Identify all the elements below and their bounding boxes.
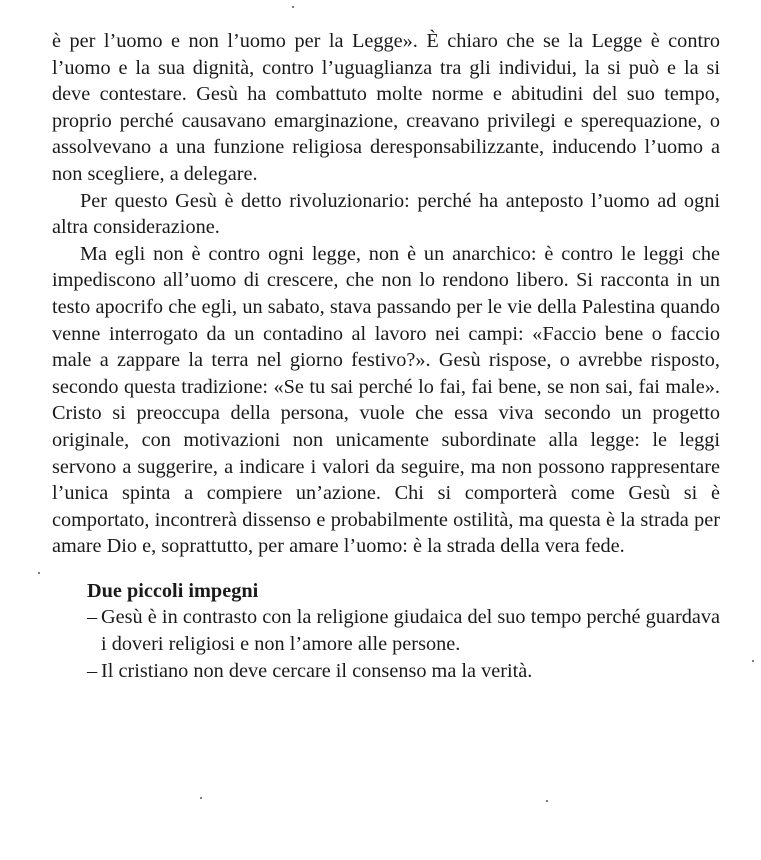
list-item	[87, 658, 720, 685]
list-item-text: Gesù è in contrasto con la religione giudaica del suo tempo perché guardava i doveri religiosi e non l’amore alle persone.	[101, 606, 720, 656]
section-title: Due piccoli impegni	[87, 579, 259, 602]
paragraph-1: è per l’uomo e non l’uomo per la Legge». È chiaro che se la Legge è contro l’uomo e la sua dignità, contro l’uguaglianza tra gli individui, la si può e la si deve contestare. Gesù ha combattuto molte norme e abitudini del suo tempo, proprio perché causavano emarginazione, creavano privilegi e sperequazione, o assolvevano a una funzione religiosa deresponsabilizzante, inducendo l’uomo a non scegliere, a delegare.	[52, 30, 720, 185]
paragraph-3: Ma egli non è contro ogni legge, non è un anarchico: è contro le leggi che impediscono all’uomo di crescere, che non lo rendono libero. Si racconta in un testo apocrifo che egli, un sabato, stava passando per le vie della Palestina quando venne interrogato da un contadino al lavoro nei campi: «Faccio bene o faccio male a zappare la terra nel giorno festivo?». Gesù rispose, o avrebbe risposto, secondo questa tradizione: «Se tu sai perché lo fai, fai bene, se non sai, fai male». Cristo si preoccupa della persona, vuole che essa viva secondo un progetto originale, con motivazioni non unicamente subordinate alla legge: le leggi servono a suggerire, a indicare i valori da seguire, ma non possono rappresentare l’unica spinta a compiere un’azione. Chi si comporterà come Gesù si è comportato, incontrerà dissenso e probabilmente ostilità, ma questa è la strada per amare Dio e, soprattutto, per amare l’uomo: è la strada della vera fede.	[52, 242, 720, 558]
list-item	[87, 604, 720, 657]
scan-speck	[546, 800, 548, 802]
dash-bullet: –	[87, 606, 98, 629]
list-item-text: Il cristiano non deve cercare il consenso ma la verità.	[101, 659, 533, 682]
scan-speck	[38, 572, 40, 574]
document-page	[52, 28, 720, 684]
commitments-list	[87, 604, 720, 684]
commitments-section	[52, 578, 720, 684]
dash-bullet: –	[87, 659, 98, 682]
scan-speck	[200, 797, 202, 799]
scan-speck	[292, 6, 294, 8]
paragraph-2: Per questo Gesù è detto rivoluzionario: perché ha anteposto l’uomo ad ogni altra considerazione.	[52, 189, 720, 239]
scan-speck	[752, 660, 754, 662]
